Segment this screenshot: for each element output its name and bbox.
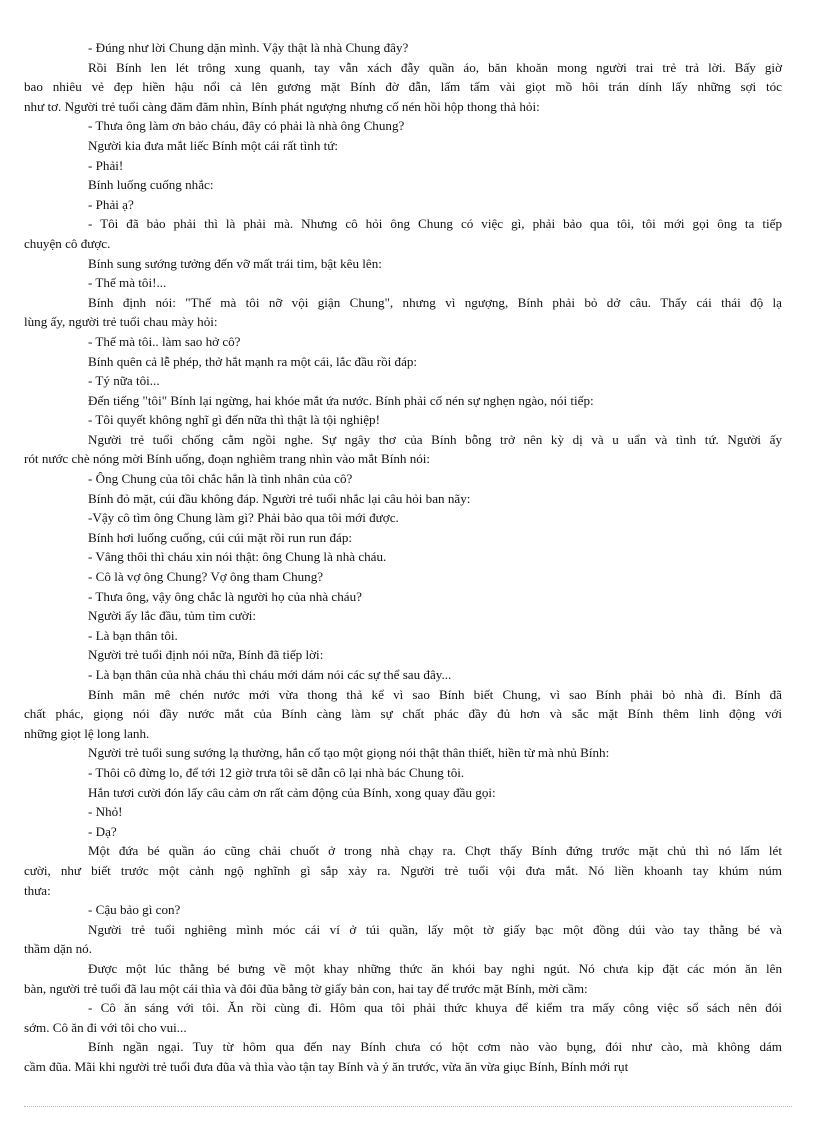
text-line: chất phác, giọng nói đầy nước mắt của Bính càng làm sự chất phác đầy đủ hơn và sắc mặt Bính thêm linh động với (24, 706, 782, 722)
text-line: Người trẻ tuổi chống cằm ngồi nghe. Sự ngây thơ của Bính bỗng trở nên kỳ dị và u uẩn và tình tứ. Người ấy (88, 431, 782, 447)
text-line: Bính ngần ngại. Tuy từ hôm qua đến nay Bính chưa có hột cơm nào vào bụng, đói như cào, mà không dám (88, 1039, 782, 1055)
text-line: Bính đỏ mặt, cúi đầu không đáp. Người trẻ tuổi nhắc lại câu hỏi ban nãy: (88, 490, 471, 506)
text-line: - Thế mà tôi.. làm sao hở cô? (88, 333, 241, 349)
text-line: - Phải! (88, 157, 124, 173)
text-line: - Là bạn thân của nhà cháu thì cháu mới dám nói các sự thể sau đây... (88, 667, 452, 682)
text-line: thầm dặn nó. (24, 941, 93, 957)
text-line: - Thôi cô đừng lo, để tới 12 giờ trưa tôi sẽ dẫn cô lại nhà bác Chung tôi. (88, 764, 465, 780)
text-line: - Ông Chung của tôi chắc hẳn là tình nhân của cô? (88, 471, 353, 487)
text-line: những giọt lệ long lanh. (24, 725, 150, 741)
body-text (24, 38, 782, 1076)
text-line: Đến tiếng "tôi" Bính lại ngừng, hai khóe mắt ứa nước. Bính phải cố nén sự nghẹn ngào, nói tiếp: (88, 392, 594, 408)
text-line: sớm. Cô ăn đi với tôi cho vui... (24, 1019, 187, 1035)
text-line: Bính định nói: "Thế mà tôi nỡ vội giận Chung", nhưng vì ngượng, Bính phải bỏ dở câu. Thấy cái thái độ lạ (88, 294, 782, 310)
text-line: bàn, người trẻ tuổi đã lau một cái thìa và đôi đũa bằng tờ giấy bản con, hai tay để trước mặt Bính, mời cầm: (24, 980, 588, 996)
footer-dotted-rule (24, 1106, 792, 1107)
text-line: Hắn tươi cười đón lấy câu cảm ơn rất cảm động của Bính, xong quay đầu gọi: (88, 784, 496, 800)
text-line: - Đúng như lời Chung dặn mình. Vậy thật là nhà Chung đây? (88, 40, 409, 55)
text-line: Một đứa bé quần áo cũng chải chuốt ở trong nhà chạy ra. Chợt thấy Bính đứng trước mặt chủ thì nó lấm lét (88, 843, 782, 859)
text-line: - Tôi đã bảo phải thì là phải mà. Nhưng cô hỏi ông Chung có việc gì, phải bảo qua tôi, tôi mới gọi ông ta tiếp (88, 216, 782, 232)
text-line: thưa: (24, 882, 51, 898)
text-line: - Cô ăn sáng với tôi. Ăn rồi cùng đi. Hôm qua tôi phải thức khuya để kiểm tra mấy công việc sổ sách nên đói (88, 1000, 782, 1016)
text-line: - Vâng thôi thì cháu xin nói thật: ông Chung là nhà cháu. (88, 549, 387, 565)
text-line: - Cô là vợ ông Chung? Vợ ông tham Chung? (88, 569, 324, 585)
text-line: Người trẻ tuổi định nói nữa, Bính đã tiếp lời: (88, 647, 324, 663)
text-line: cầm đũa. Mãi khi người trẻ tuổi đưa đũa và thìa vào tận tay Bính và ý ăn trước, vừa ăn vừa giục Bính, Bính mới rụt (24, 1058, 629, 1074)
text-line: - Thế mà tôi!... (88, 275, 167, 291)
text-line: - Thưa ông làm ơn bảo cháu, đây có phải là nhà ông Chung? (88, 118, 405, 134)
text-line: Bính quên cả lễ phép, thở hắt mạnh ra một cái, lắc đầu rồi đáp: (88, 353, 418, 369)
text-line: Người ấy lắc đầu, tủm tỉm cười: (88, 608, 257, 624)
text-line: bao nhiêu vẻ đẹp hiền hậu nổi cả lên gương mặt Bính đờ đẫn, lấm tấm vài giọt mồ hôi trán dính lấy những sợi tóc (24, 79, 782, 95)
text-line: - Cậu bảo gì con? (88, 902, 181, 918)
text-line: Bính luống cuống nhắc: (88, 177, 214, 193)
text-line: -Vậy cô tìm ông Chung làm gì? Phải bảo qua tôi mới được. (88, 510, 399, 526)
text-line: Bính sung sướng tưởng đến vỡ mất trái tim, bật kêu lên: (88, 255, 382, 271)
text-line: Bính hơi luống cuống, cúi cúi mặt rồi run run đáp: (88, 529, 353, 545)
text-line: - Thưa ông, vậy ông chắc là người họ của nhà cháu? (88, 588, 362, 604)
text-line: lùng ấy, người trẻ tuổi chau mày hỏi: (24, 314, 218, 330)
text-line: cười, như biết trước một cảnh ngộ nghĩnh gì sắp xảy ra. Người trẻ tuổi vội đưa mắt. Nó liền khoanh tay khúm núm (24, 862, 782, 878)
text-line: - Tôi quyết không nghĩ gì đến nữa thì thật là tội nghiệp! (88, 412, 380, 428)
text-line: - Tý nữa tôi... (88, 373, 160, 389)
text-line: Người kia đưa mắt liếc Bính một cái rất tình tứ: (88, 137, 339, 153)
text-line: Người trẻ tuổi sung sướng lạ thường, hắn cố tạo một giọng nói thật thân thiết, hiền từ mà nhủ Bính: (88, 745, 610, 761)
text-line: Bính mân mê chén nước mới vừa thong thả kể vì sao Bính biết Chung, vì sao Bính phải bỏ nhà đi. Bính đã (88, 686, 782, 702)
text-line: Người trẻ tuổi nghiêng mình móc cái ví ở túi quần, lấy một tờ giấy bạc một đồng dúi vào tay thằng bé và (88, 921, 782, 937)
text-line: - Phải ạ? (88, 196, 134, 212)
text-line: - Là bạn thân tôi. (88, 627, 178, 643)
text-line: rót nước chè nóng mời Bính uống, đoạn nghiêm trang nhìn vào mắt Bính nói: (24, 451, 431, 467)
text-line: Được một lúc thằng bé bưng về một khay những thức ăn khói bay nghi ngút. Nó chưa kịp đặt các món ăn lên (88, 960, 782, 976)
text-line: chuyện cô được. (24, 235, 111, 251)
text-line: - Dạ? (88, 823, 117, 839)
text-line: như tơ. Người trẻ tuổi càng đăm đăm nhìn, Bính phát ngượng nhưng cố nén hồi hộp thong thả hỏi: (24, 98, 540, 114)
text-line: - Nhỏ! (88, 804, 123, 820)
text-line: Rồi Bính len lét trông xung quanh, tay vẫn xách đẫy quần áo, băn khoăn mong người trai trẻ trả lời. Bấy giờ (88, 59, 782, 75)
